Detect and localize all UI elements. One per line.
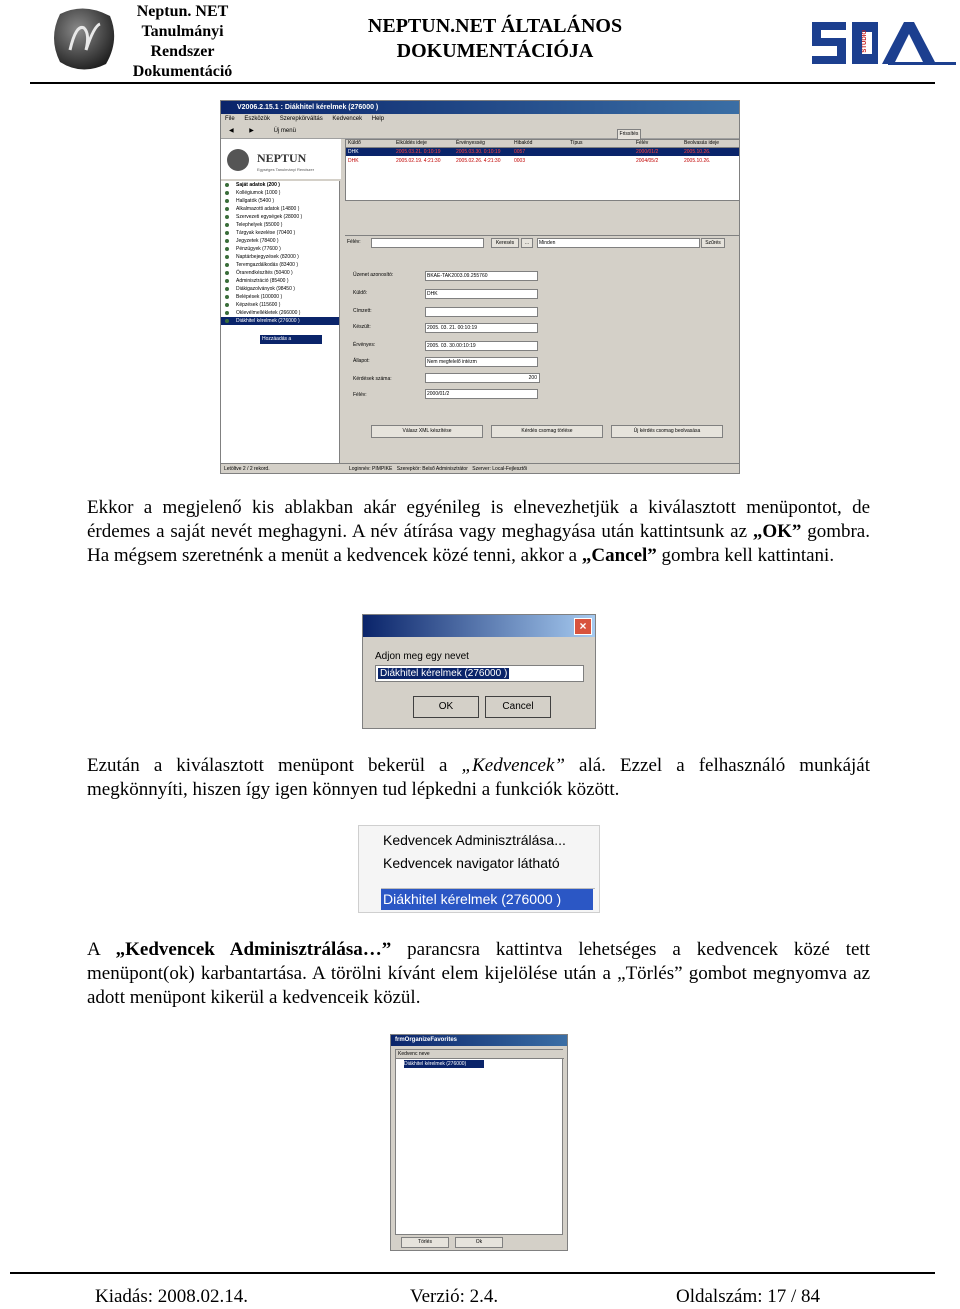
dialog-name-input[interactable] — [375, 665, 584, 682]
para3-command: „Kedvencek Adminisztrálása…” — [115, 939, 392, 960]
form-label: Címzett: — [353, 308, 372, 314]
name-dialog — [362, 614, 596, 729]
tree-item[interactable]: Diákigazolványok (98450 ) — [221, 285, 339, 293]
grid-col[interactable]: Hibakód — [514, 140, 533, 146]
neptun-logo-icon — [50, 6, 118, 72]
para2-text-1: Ezután a kiválasztott menüpont bekerül a — [87, 755, 462, 776]
menu-eszkozok[interactable]: Eszközök — [244, 116, 271, 122]
form-value[interactable]: 2005. 03. 21. 00:10:19 — [425, 323, 538, 333]
neptun-window-screenshot — [220, 100, 740, 474]
footer-version: Verzió: 2.4. — [410, 1286, 499, 1307]
dialog-titlebar — [363, 615, 595, 637]
menu-szerepkorvaltas[interactable]: Szerepkörváltás — [279, 116, 323, 122]
form-label: Készült: — [353, 324, 371, 330]
navigation-tree — [221, 181, 340, 463]
form-label: Kérdések száma: — [353, 376, 392, 382]
form-value[interactable]: 200 — [425, 373, 540, 383]
tree-item[interactable]: Alkalmazotti adatok (14800 ) — [221, 205, 339, 213]
sda-logo-sub: STUDIO — [862, 30, 868, 53]
status-bar — [221, 463, 739, 474]
tree-item[interactable]: Belépések (100000 ) — [221, 293, 339, 301]
refresh-button[interactable]: Frissítés — [617, 129, 641, 140]
organize-favorites-window — [390, 1034, 568, 1251]
header-left-line: Dokumentáció — [132, 63, 233, 80]
tree-item[interactable]: Tárgyak kezelése (70400 ) — [221, 229, 339, 237]
delete-button[interactable]: Törlés — [401, 1237, 449, 1248]
form-label: Érvényes: — [353, 342, 376, 348]
menu-item-favorite-selected[interactable] — [381, 889, 593, 910]
table-row[interactable] — [346, 157, 740, 165]
favorites-menu — [358, 825, 600, 913]
message-grid — [345, 139, 740, 201]
tree-item[interactable]: Telephelyek (55000 ) — [221, 221, 339, 229]
form-value[interactable]: 2005. 03. 30.00:10:19 — [425, 341, 538, 351]
para2-kedvencek: „Kedvencek” — [461, 755, 565, 776]
filter-button[interactable]: Szűrés — [701, 238, 725, 248]
header-divider — [30, 82, 935, 84]
grid-cell: 2005.02.26. 4:21:30 — [456, 158, 501, 164]
para1-text-1: Ekkor a megjelenő kis ablakban akár egyénileg is elnevezhetjük a kiválasztott menüpontot, de érdemes a saját nevét meghagyni. A név átírása vagy meghagyása után kattintsunk az — [87, 497, 870, 542]
tree-item[interactable]: Teremgazdálkodás (83400 ) — [221, 261, 339, 269]
status-server: Szerver: Local-Fejlesztői — [472, 466, 528, 472]
header-left-line: Neptun. NET — [136, 3, 229, 20]
grid-cell: 2004/05/2 — [636, 158, 659, 164]
para1-text-3: gombra kell kattintani. — [656, 545, 835, 566]
menu-item-organize-favorites[interactable]: Kedvencek Adminisztrálása... — [383, 832, 566, 848]
neptun-logo-text: NEPTUN — [257, 151, 307, 165]
para2-text-2: alá. Ezzel a felhasználó munkáját megkönnyíti, hiszen így igen könnyen tud lépkedni a funkciók között. — [87, 755, 870, 800]
menu-help[interactable]: Help — [371, 116, 385, 122]
load-package-button[interactable]: Új kérdés csomag beolvasása — [611, 425, 723, 438]
window-menubar — [221, 114, 739, 124]
header-center-line: DOKUMENTÁCIÓJA — [396, 40, 594, 62]
neptun-logo-small-icon — [227, 149, 249, 171]
grid-col[interactable]: Típus — [570, 140, 583, 146]
favorites-list — [395, 1049, 563, 1235]
form-label: Üzenet azonosító: — [353, 272, 394, 278]
filter-bar — [345, 235, 739, 248]
filter-select[interactable]: Minden — [537, 238, 700, 248]
neptun-logo-subtitle: Egységes Tanulmányi Rendszer — [257, 167, 315, 172]
form-value[interactable]: BKAE-TAK2003.09.255760 — [425, 271, 538, 281]
para3-text-1: A — [87, 939, 116, 960]
filter-semester-input[interactable] — [371, 238, 484, 248]
tree-item[interactable]: Naptárbejegyzések (82000 ) — [221, 253, 339, 261]
tree-item[interactable]: Pénzügyek (77600 ) — [221, 245, 339, 253]
footer-page-number: Oldalszám: 17 / 84 — [676, 1286, 821, 1307]
paragraph-3 — [87, 938, 870, 1010]
tree-item[interactable]: Képzések (115600 ) — [221, 301, 339, 309]
form-value[interactable]: Nem megfelelő intézm — [425, 357, 538, 367]
tree-item[interactable]: Hallgatók (5400 ) — [221, 197, 339, 205]
tree-item[interactable]: Órarendkészítés (50400 ) — [221, 269, 339, 277]
status-role: Szerepkör: Belső Adminisztrátor — [396, 466, 468, 472]
grid-header — [346, 140, 740, 148]
dialog-label: Adjon meg egy nevet — [375, 651, 469, 662]
window-toolbar — [221, 124, 739, 139]
cancel-button[interactable]: Cancel — [485, 696, 551, 718]
ok-button[interactable]: Ok — [455, 1237, 503, 1248]
new-menu-button[interactable]: Új menü — [273, 128, 296, 134]
tree-item-selected[interactable]: Diákhitel kérelmek (276000 ) — [221, 317, 339, 325]
detail-form — [345, 259, 739, 417]
header-center-title — [345, 14, 645, 64]
grid-col[interactable]: Küldő — [348, 140, 361, 146]
grid-cell: 2005.03.21. 0:10:19 — [396, 149, 441, 155]
para1-text-2: gombra. Ha mégsem szeretnénk a menüt a kedvencek közé tenni, akkor a — [87, 521, 870, 566]
header-left-title — [120, 2, 245, 82]
grid-cell: 2005.03.30. 0:10:19 — [456, 149, 501, 155]
menu-kedvencek[interactable]: Kedvencek — [332, 116, 363, 122]
grid-cell: 2005.02.19. 4:21:30 — [396, 158, 441, 164]
para1-ok: „OK” — [752, 521, 802, 542]
back-icon[interactable]: ◀ — [229, 128, 234, 134]
grid-col[interactable]: Félév — [636, 140, 649, 146]
organize-titlebar — [391, 1035, 567, 1046]
filter-label: Félév: — [347, 239, 361, 245]
tree-item[interactable]: Szervezeti egységek (28000 ) — [221, 213, 339, 221]
grid-cell: DHK — [348, 158, 359, 164]
list-item[interactable]: Diákhitel kérelmek (276000) — [404, 1060, 484, 1068]
form-label: Küldő: — [353, 290, 368, 296]
grid-cell: 2005.10.26. — [684, 149, 711, 155]
window-titlebar — [221, 101, 739, 114]
tree-item[interactable]: Kollégiumok (1000 ) — [221, 189, 339, 197]
menu-file[interactable]: File — [225, 116, 235, 122]
status-records: Letöltve 2 / 2 rekord. — [224, 466, 270, 472]
grid-col[interactable]: Elküldés ideje — [396, 140, 427, 146]
header-center-line: NEPTUN.NET ÁLTALÁNOS — [367, 15, 623, 37]
footer-divider — [10, 1272, 935, 1274]
para3-text-2: parancsra kattintva lehetséges a kedvencek közé tett menüpont(ok) karbantartása. A törölni kívánt elem kijelölése után a „Törlés” gombot megnyomva az adott menüpont kikerül a kedvenceik közül. — [87, 939, 870, 1008]
favorite-selected-label: Diákhitel kérelmek (276000 ) — [383, 891, 562, 907]
form-value[interactable] — [425, 307, 538, 317]
favorites-list-header[interactable]: Kedvenc neve — [396, 1050, 564, 1059]
sda-logo-icon — [810, 16, 958, 72]
form-value[interactable]: DHK — [425, 289, 538, 299]
tree-item[interactable]: Oklevélmellékletek (266000 ) — [221, 309, 339, 317]
paragraph-1 — [87, 496, 870, 568]
para1-cancel: „Cancel” — [581, 545, 657, 566]
header-left-line: Rendszer — [150, 43, 215, 60]
grid-cell: 2000/01/2 — [636, 149, 659, 155]
form-label: Félév: — [353, 392, 367, 398]
tree-item[interactable]: Jegyzetek (78400 ) — [221, 237, 339, 245]
close-icon[interactable]: × — [574, 618, 592, 635]
grid-col[interactable]: Érvényesség — [456, 140, 485, 146]
window-title: V2006.2.15.1 : Diákhitel kérelmek (276000 ) — [237, 104, 379, 111]
create-xml-button[interactable]: Válasz XML készítése — [371, 425, 483, 438]
ellipsis-button[interactable]: … — [521, 238, 533, 248]
grid-col[interactable]: Beolvasás ideje — [684, 140, 720, 146]
action-buttons — [371, 425, 731, 437]
header-left-line: Tanulmányi — [141, 23, 224, 40]
grid-cell: 0003 — [514, 158, 526, 164]
organize-title: frmOrganizeFavorites — [395, 1037, 458, 1043]
sda-studio-logo — [810, 16, 958, 72]
grid-cell: DHK — [348, 149, 359, 155]
delete-package-button[interactable]: Kérdés csomag törlése — [491, 425, 603, 438]
neptun-logo-pane — [221, 139, 341, 179]
grid-cell: 2005.10.26. — [684, 158, 711, 164]
tree-item[interactable]: Saját adatok (200 ) — [221, 181, 339, 189]
form-label: Állapot: — [353, 358, 370, 364]
tree-item[interactable]: Adminisztráció (85400 ) — [221, 277, 339, 285]
header-logo-neptun — [50, 6, 118, 72]
grid-cell: 0057 — [514, 149, 526, 155]
form-value[interactable]: 2000/01/2 — [425, 389, 538, 399]
dialog-input-value: Diákhitel kérelmek (276000 ) — [380, 668, 508, 679]
status-login: Loginnév: PIMPIKE — [348, 466, 393, 472]
footer-issue-date: Kiadás: 2008.02.14. — [95, 1286, 249, 1307]
table-row[interactable] — [346, 148, 740, 156]
paragraph-2 — [87, 754, 870, 802]
forward-icon[interactable]: ▶ — [249, 128, 254, 134]
menu-item-favorites-navigator[interactable]: Kedvencek navigator látható — [383, 855, 560, 871]
search-button[interactable]: Keresés — [491, 238, 519, 248]
add-to-favorites-popup[interactable]: Hozzáadás a kedvencekhez — [259, 334, 323, 345]
ok-button[interactable]: OK — [413, 696, 479, 718]
